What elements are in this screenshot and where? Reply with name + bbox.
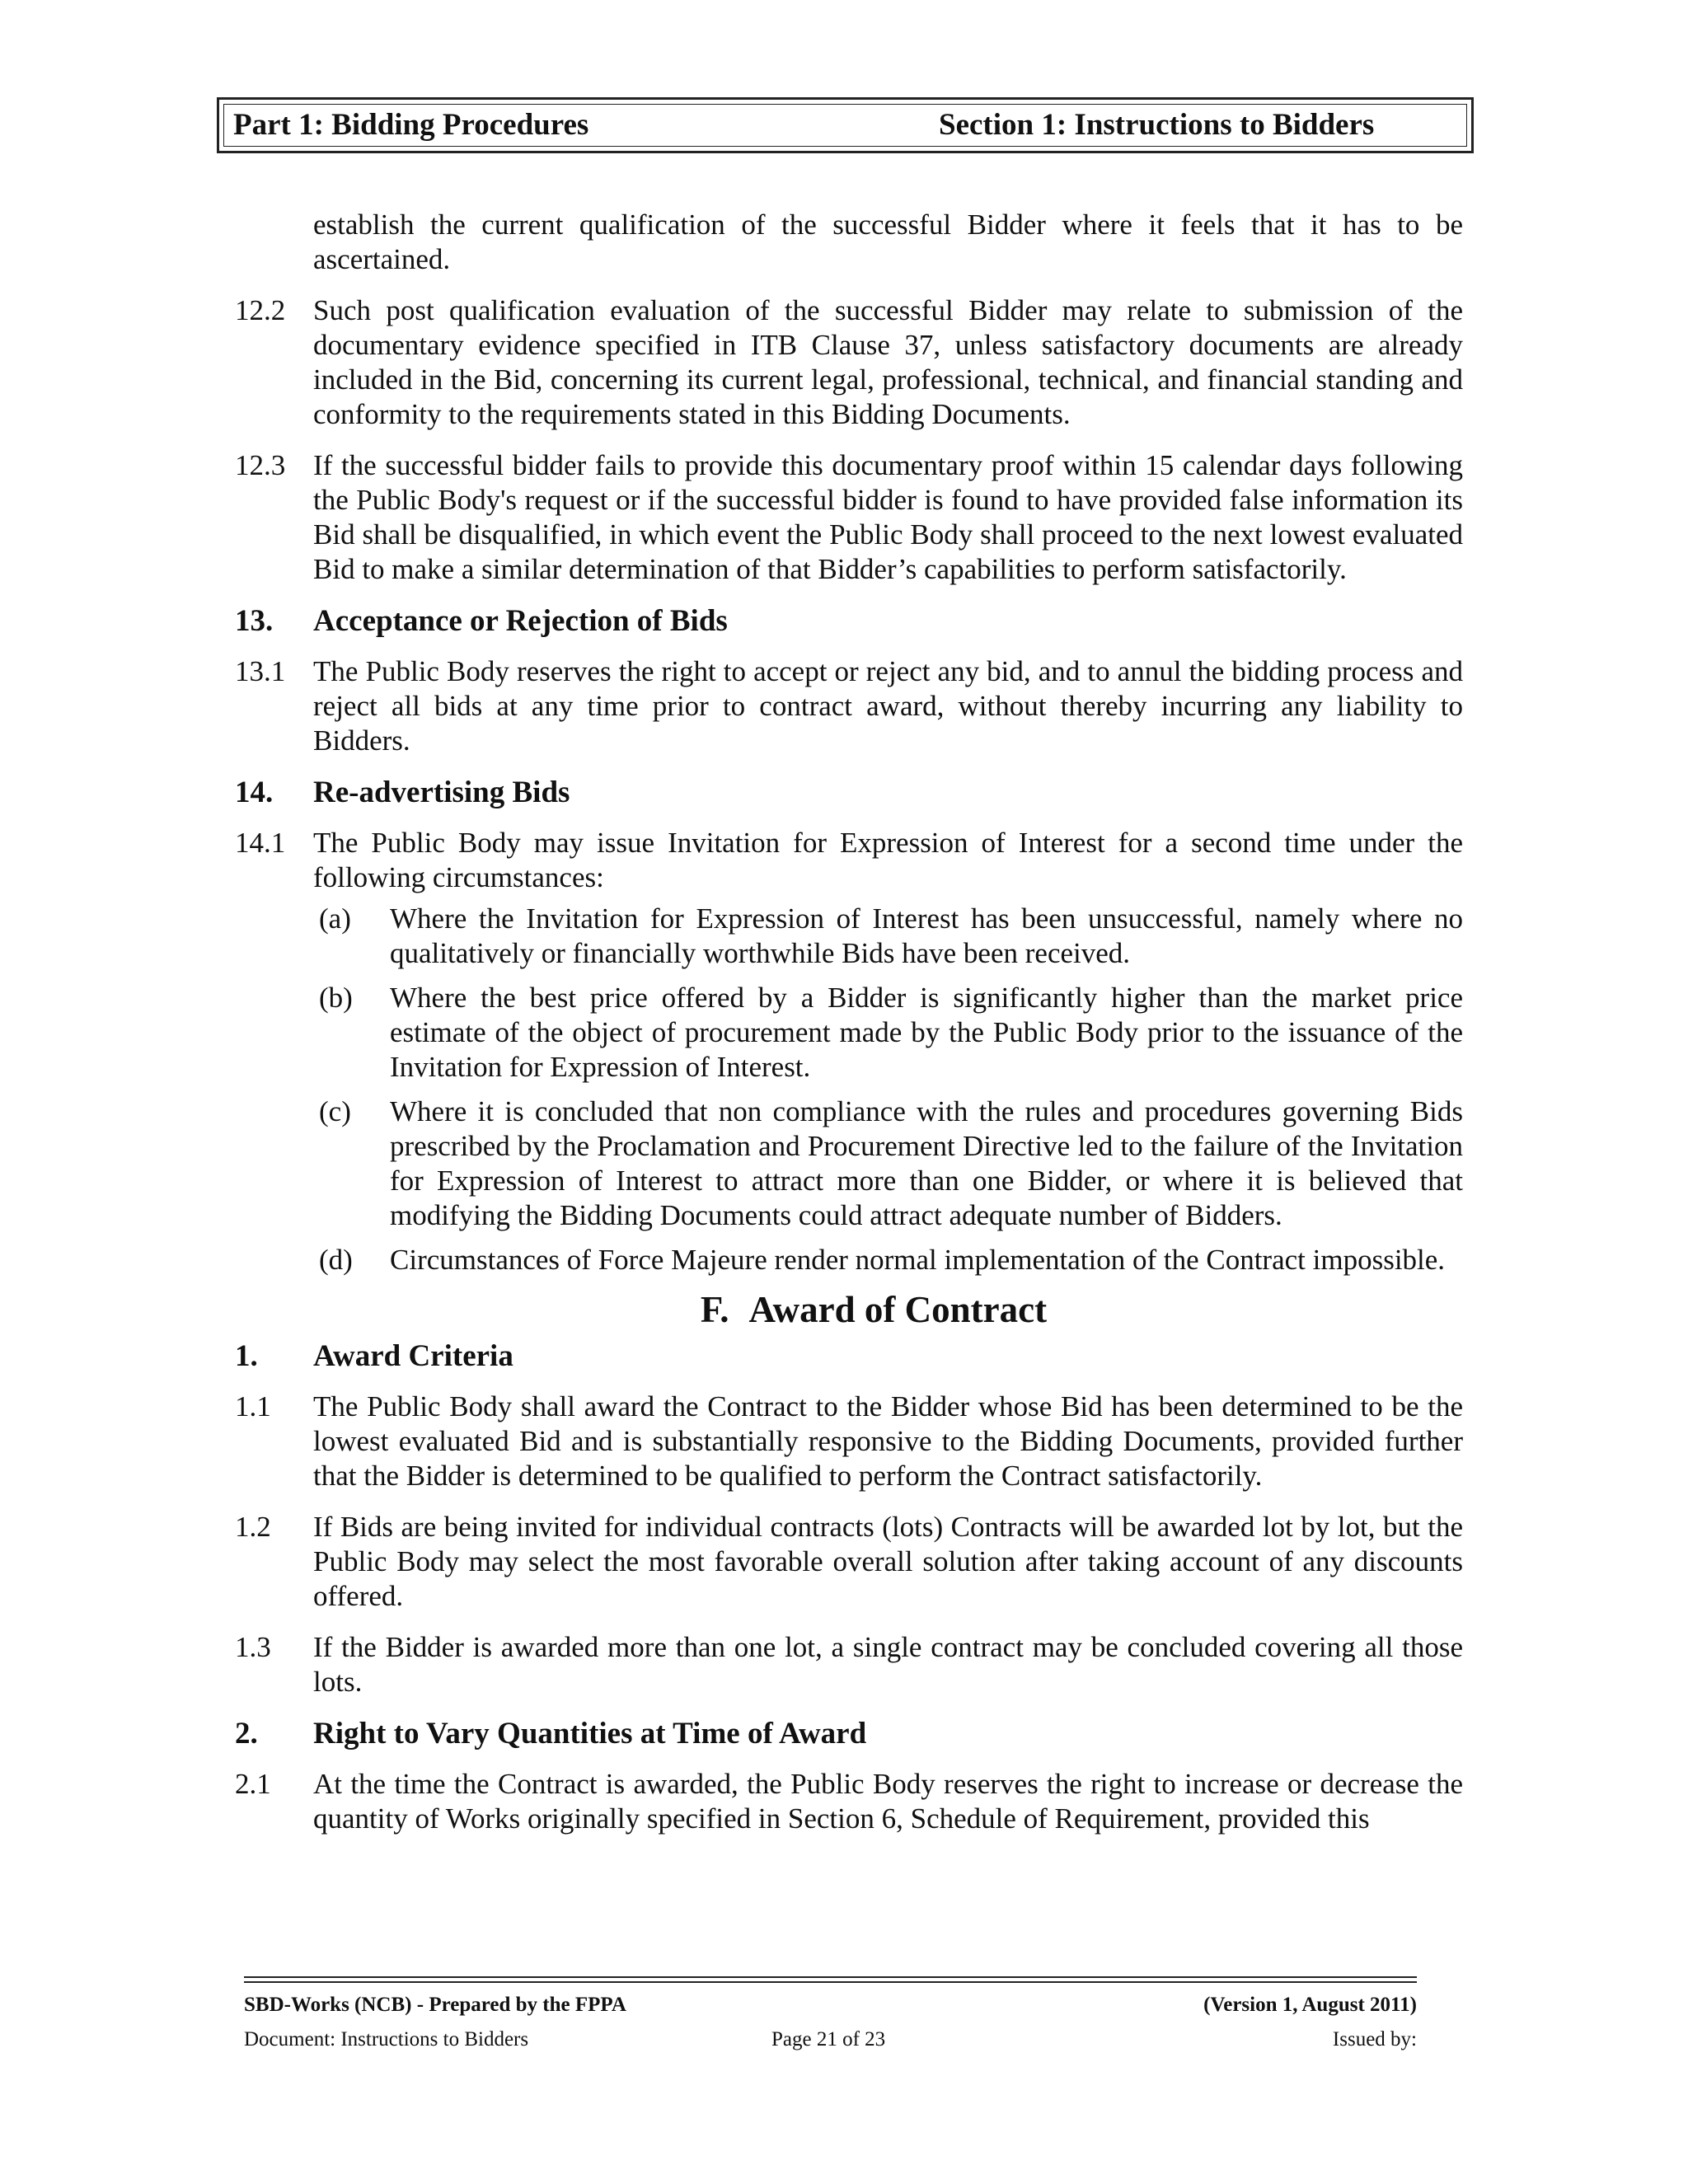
heading-14 <box>235 775 1463 811</box>
heading-text: Re-advertising Bids <box>313 776 570 809</box>
clause-number: 1.3 <box>235 1631 271 1663</box>
paragraph-text: The Public Body reserves the right to accept or reject any bid, and to annul the bidding process and reject all bids at any time prior to contract award, without thereby incurring any liability to Bidders. <box>313 655 1463 757</box>
clause-number: 12.2 <box>235 294 286 326</box>
footer-document: Document: Instructions to Bidders <box>244 2028 529 2050</box>
heading-text: Acceptance or Rejection of Bids <box>313 604 728 638</box>
paragraph-1-2 <box>235 1510 1463 1614</box>
paragraph-12-2 <box>235 293 1463 432</box>
paragraph-1-1 <box>235 1390 1463 1493</box>
paragraph-text: Such post qualification evaluation of the successful Bidder may relate to submission of the documentary evidence specified in ITB Clause 37, unless satisfactory documents are already included in the Bid, concerning its current legal, professional, technical, and financial standing and conformity to the requirements stated in this Bidding Documents. <box>313 294 1463 430</box>
item-text: Where the best price offered by a Bidder is significantly higher than the market price estimate of the object of procurement made by the Public Body prior to the issuance of the Invitation for Expression of Interest. <box>390 982 1463 1083</box>
heading-number: 2. <box>235 1717 258 1750</box>
footer-page-number: Page 21 of 23 <box>771 2028 886 2050</box>
section-letter: F. <box>700 1289 729 1330</box>
header-section-title: Section 1: Instructions to Bidders <box>939 108 1375 142</box>
paragraph-1-3 <box>235 1630 1463 1699</box>
paragraph-text: At the time the Contract is awarded, the Public Body reserves the right to increase or decrease the quantity of Works originally specified in Section 6, Schedule of Requirement, provided this <box>313 1768 1463 1835</box>
list-item-d <box>235 1243 1463 1277</box>
item-letter: (d) <box>319 1244 353 1276</box>
item-text: Circumstances of Force Majeure render normal implementation of the Contract impossible. <box>390 1244 1446 1276</box>
list-item-c <box>235 1094 1463 1233</box>
section-title-text: Award of Contract <box>748 1289 1048 1330</box>
list-item-b <box>235 981 1463 1085</box>
heading-text: Award Criteria <box>313 1339 513 1373</box>
item-letter: (c) <box>319 1095 351 1127</box>
footer-version: (Version 1, August 2011) <box>1203 1994 1417 2016</box>
clause-number: 1.1 <box>235 1390 271 1422</box>
clause-number: 12.3 <box>235 449 286 481</box>
paragraph-12-1-continued <box>235 208 1463 277</box>
clause-number: 13.1 <box>235 655 286 687</box>
page-header <box>217 97 1474 153</box>
document-body <box>235 208 1463 1853</box>
heading-13 <box>235 603 1463 640</box>
heading-number: 1. <box>235 1339 258 1373</box>
footer-prepared-by: SBD-Works (NCB) - Prepared by the FPPA <box>244 1994 626 2016</box>
list-item-a <box>235 902 1463 971</box>
header-part-title: Part 1: Bidding Procedures <box>233 108 589 142</box>
heading-1 <box>235 1338 1463 1375</box>
section-f-title <box>235 1287 1463 1332</box>
paragraph-text: The Public Body may issue Invitation for Expression of Interest for a second time under the following circumstances: <box>313 827 1463 893</box>
paragraph-13-1 <box>235 654 1463 758</box>
item-text: Where it is concluded that non compliance with the rules and procedures governing Bids prescribed by the Proclamation and Procurement Directive led to the failure of the Invitation for Expression of Interest to attract more than one Bidder, or where it is believed that modifying the Bidding Documents could attract adequate number of Bidders. <box>390 1095 1463 1231</box>
heading-2 <box>235 1716 1463 1752</box>
paragraph-text: establish the current qualification of the successful Bidder where it feels that it has to be ascertained. <box>313 209 1463 275</box>
footer-rule-bottom <box>244 1981 1417 1983</box>
paragraph-text: If Bids are being invited for individual contracts (lots) Contracts will be awarded lot by lot, but the Public Body may select the most favorable overall solution after taking account of any discounts offered. <box>313 1511 1463 1612</box>
item-text: Where the Invitation for Expression of Interest has been unsuccessful, namely where no qualitatively or financially worthwhile Bids have been received. <box>390 902 1463 969</box>
paragraph-text: The Public Body shall award the Contract to the Bidder whose Bid has been determined to be the lowest evaluated Bid and is substantially responsive to the Bidding Documents, provided further that the Bidder is determined to be qualified to perform the Contract satisfactorily. <box>313 1390 1463 1492</box>
paragraph-14-1 <box>235 826 1463 895</box>
paragraph-12-3 <box>235 448 1463 587</box>
clause-number: 1.2 <box>235 1511 271 1543</box>
clause-number: 2.1 <box>235 1768 271 1800</box>
item-letter: (a) <box>319 902 351 935</box>
paragraph-text: If the successful bidder fails to provide this documentary proof within 15 calendar days following the Public Body's request or if the successful bidder is found to have provided false information its Bid shall be disqualified, in which event the Public Body shall proceed to the next lowest evaluated Bid to make a similar determination of that Bidder’s capabilities to perform satisfactorily. <box>313 449 1463 585</box>
footer-rule-top <box>244 1976 1417 1978</box>
circumstances-list <box>235 902 1463 1277</box>
footer-issued-by: Issued by: <box>1332 2028 1417 2050</box>
paragraph-text: If the Bidder is awarded more than one lot, a single contract may be concluded covering all those lots. <box>313 1631 1463 1698</box>
heading-number: 14. <box>235 776 274 809</box>
heading-number: 13. <box>235 604 274 638</box>
clause-number: 14.1 <box>235 827 286 859</box>
paragraph-2-1 <box>235 1767 1463 1836</box>
heading-text: Right to Vary Quantities at Time of Award <box>313 1717 867 1750</box>
item-letter: (b) <box>319 982 353 1014</box>
